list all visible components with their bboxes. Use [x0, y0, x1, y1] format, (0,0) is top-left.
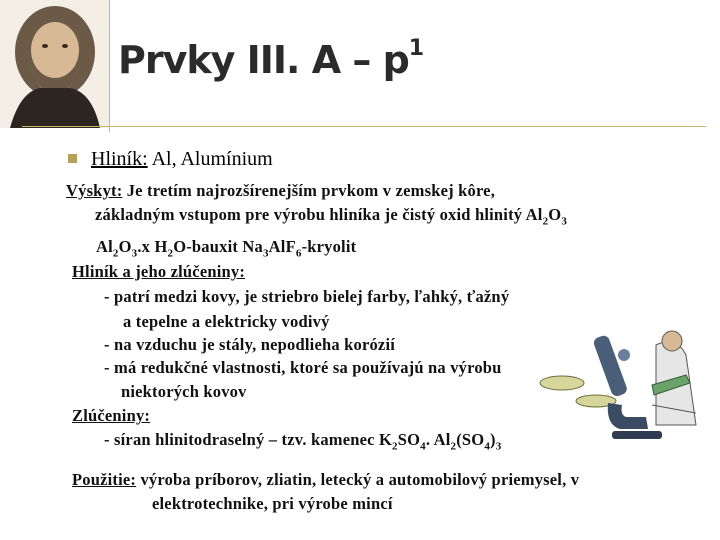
ore-s4: 3: [262, 247, 269, 260]
compound-s4: 4: [484, 440, 491, 453]
compounds-heading: Zlúčeniny:: [72, 406, 151, 425]
usage-text-1: výroba príborov, zliatin, letecký a automobilový priemysel, v: [136, 470, 580, 489]
property-line-2: a tepelne a elektricky vodivý: [123, 312, 330, 331]
slide-title: [118, 38, 423, 82]
properties-heading: Hliník a jeho zlúčeniny:: [72, 262, 246, 281]
compound-line: [104, 430, 501, 452]
hlinik-label: Hliník:: [91, 148, 148, 170]
compound-s3: 2: [450, 440, 457, 453]
laboratory-clipart: [536, 325, 706, 450]
property-line-3: - na vzduchu je stály, nepodlieha korózií: [104, 335, 396, 354]
usage-label: Použitie:: [72, 470, 137, 489]
title-superscript: 1: [408, 36, 424, 62]
vyskyt-text-2: základným vstupom pre výrobu hliníka je čistý oxid hlinitý Al: [95, 205, 543, 224]
vyskyt-text-1: Je tretím najrozšírenejším prvkom v zemskej kôre,: [122, 181, 496, 200]
compound-p4: (SO: [456, 430, 485, 449]
compound-p1: - síran hlinitodraselný – tzv. kamenec K: [104, 430, 393, 449]
compound-p5: ): [490, 430, 496, 449]
header-rule: [22, 126, 706, 127]
vyskyt-line-1: [66, 181, 495, 201]
property-line-4: - má redukčné vlastnosti, ktoré sa používajú na výrobu: [104, 358, 502, 377]
vyskyt-mid: O: [548, 205, 562, 224]
usage-line-1: [72, 470, 579, 490]
ore-s3: 2: [167, 247, 174, 260]
usage-line-2: elektrotechnike, pri výrobe mincí: [152, 494, 393, 513]
property-line-1: - patrí medzi kovy, je striebro bielej farby, ľahký, ťažný: [104, 287, 510, 306]
ore-s1: 2: [112, 247, 119, 260]
ore-s2: 3: [131, 247, 138, 260]
hlinik-text: Al, Alumínium: [147, 148, 273, 170]
ore-p2: O: [118, 237, 132, 256]
ore-s5: 6: [295, 247, 302, 260]
compound-s2: 4: [420, 440, 426, 453]
bullet-square-icon: [68, 154, 77, 163]
compound-s5: 3: [495, 440, 502, 453]
vyskyt-sub-a: 2: [542, 215, 549, 228]
ore-p6: -kryolit: [301, 237, 357, 256]
ore-p4: O-bauxit Na: [173, 237, 263, 256]
title-main: Prvky III. A – p: [118, 38, 409, 82]
header-vertical-rule: [109, 0, 110, 132]
compound-p3: . Al: [425, 430, 451, 449]
compound-p2: SO: [397, 430, 421, 449]
compound-s1: 2: [392, 440, 398, 453]
ore-p5: AlF: [268, 237, 296, 256]
vyskyt-label: Výskyt:: [66, 181, 123, 200]
bullet-hlinik: [68, 148, 273, 171]
portrait-image: [0, 0, 110, 128]
vyskyt-sub-b: 3: [561, 215, 568, 228]
ores-line: [96, 237, 356, 259]
ore-p1: Al: [96, 237, 113, 256]
vyskyt-line-2: [95, 205, 567, 227]
property-line-5: niektorých kovov: [121, 382, 247, 401]
ore-p3: .x H: [137, 237, 168, 256]
